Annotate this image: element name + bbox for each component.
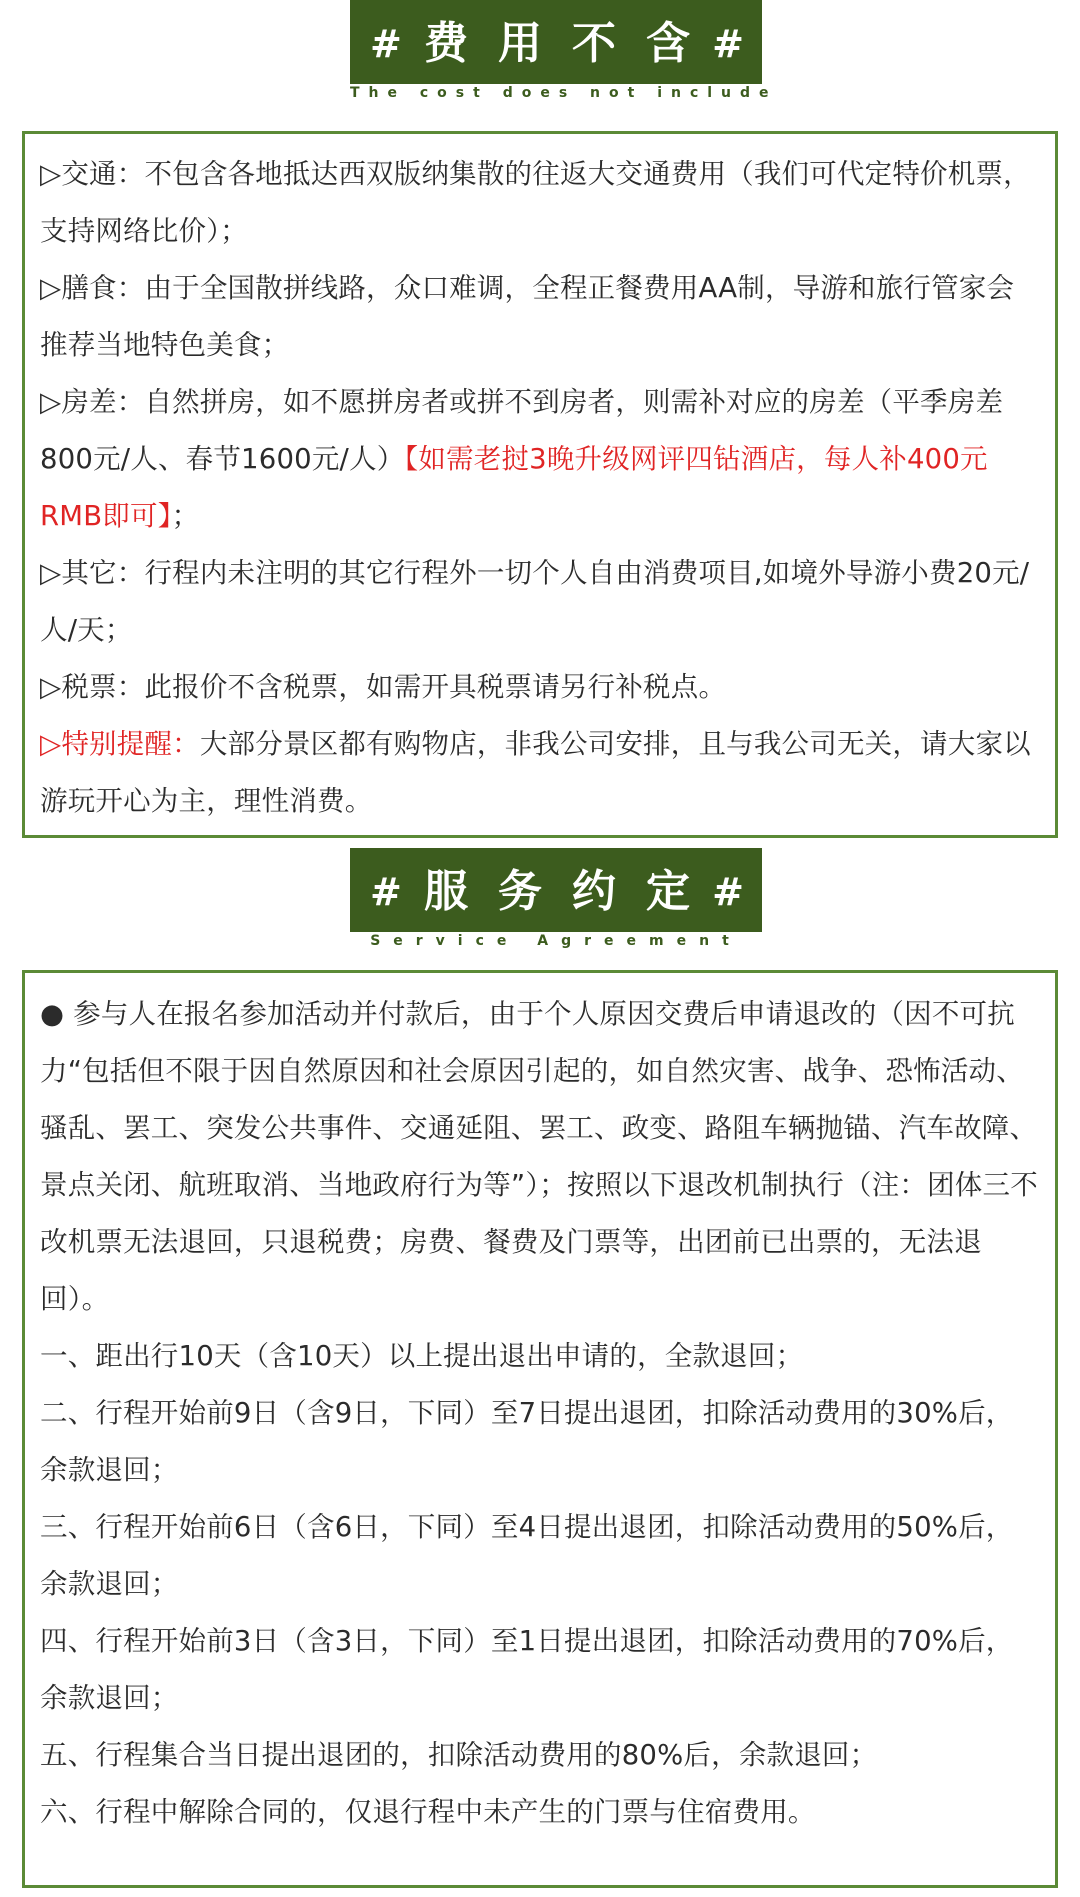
exclusions-banner [350, 0, 762, 87]
refund-rule: 六、行程中解除合同的，仅退行程中未产生的门票与住宿费用。 [40, 1796, 816, 1828]
refund-rule: 三、行程开始前6日（含6日，下同）至4日提出退团，扣除活动费用的50%后，余款退回； [40, 1511, 1014, 1600]
item-tail: ； [171, 500, 200, 532]
agreement-box [22, 970, 1058, 1888]
banner-hash-right: # [712, 21, 744, 66]
item-text: 大部分景区都有购物店，非我公司安排，且与我公司无关，请大家以游玩开心为主，理性消费。 [40, 728, 1031, 817]
exclusions-title: 费用不含 [424, 17, 720, 69]
exclusion-item-special-reminder [40, 716, 1041, 830]
agreement-title: 服务约定 [424, 865, 720, 917]
exclusion-item-tax [40, 659, 1041, 716]
refund-rule: 五、行程集合当日提出退团的，扣除活动费用的80%后，余款退回； [40, 1739, 878, 1771]
exclusions-box [22, 131, 1058, 838]
agreement-banner [350, 848, 762, 935]
refund-rule: 二、行程开始前9日（含9日，下同）至7日提出退团，扣除活动费用的30%后，余款退回； [40, 1397, 1014, 1486]
item-text: 行程内未注明的其它行程外一切个人自由消费项目,如境外导游小费20元/人/天； [40, 557, 1030, 646]
agreement-subtitle: Service Agreement [350, 932, 762, 950]
item-text: 由于全国散拼线路，众口难调，全程正餐费用AA制，导游和旅行管家会推荐当地特色美食； [40, 272, 1015, 361]
banner-hash-left: # [370, 21, 402, 66]
hotel-upgrade-highlight: 【如需老挝3晚升级网评四钻酒店，每人补400元RMB即可】 [40, 443, 988, 532]
exclusion-item-other [40, 545, 1041, 659]
banner-hash-left: # [370, 869, 402, 914]
item-text: 此报价不含税票，如需开具税票请另行补税点。 [144, 671, 727, 703]
exclusion-item-meals [40, 260, 1041, 374]
banner-hash-right: # [712, 869, 744, 914]
item-label: ▷税票： [40, 671, 145, 703]
special-reminder-label: ▷特别提醒： [40, 728, 200, 760]
item-label: ▷其它： [40, 557, 145, 589]
item-label: ▷交通： [40, 158, 145, 190]
exclusion-item-transport [40, 146, 1041, 260]
exclusion-item-room-difference [40, 374, 1041, 545]
exclusions-subtitle: The cost does not include [350, 85, 778, 101]
refund-rule: 四、行程开始前3日（含3日，下同）至1日提出退团，扣除活动费用的70%后，余款退回； [40, 1625, 1014, 1714]
item-label: ▷膳食： [40, 272, 145, 304]
refund-rule: 一、距出行10天（含10天）以上提出退出申请的，全款退回； [40, 1340, 804, 1372]
agreement-intro: ● 参与人在报名参加活动并付款后，由于个人原因交费后申请退改的（因不可抗力“包括但不限于因自然原因和社会原因引起的，如自然灾害、战争、恐怖活动、骚乱、罢工、突发公共事件、交通延阻、罢工、政变、路阻车辆抛锚、汽车故障、景点关闭、航班取消、当地政府行为等”）；按照以下退改机制执行（注：团体三不改机票无法退回，只退税费；房费、餐费及门票等，出团前已出票的，无法退回）。 [40, 998, 1038, 1315]
item-text: 自然拼房，如不愿拼房者或拼不到房者，则需补对应的房差（平季房差800元/人、春节1600元/人） [40, 386, 1004, 475]
item-text: 不包含各地抵达西双版纳集散的往返大交通费用（我们可代定特价机票，支持网络比价）； [40, 158, 1031, 247]
item-label: ▷房差： [40, 386, 145, 418]
